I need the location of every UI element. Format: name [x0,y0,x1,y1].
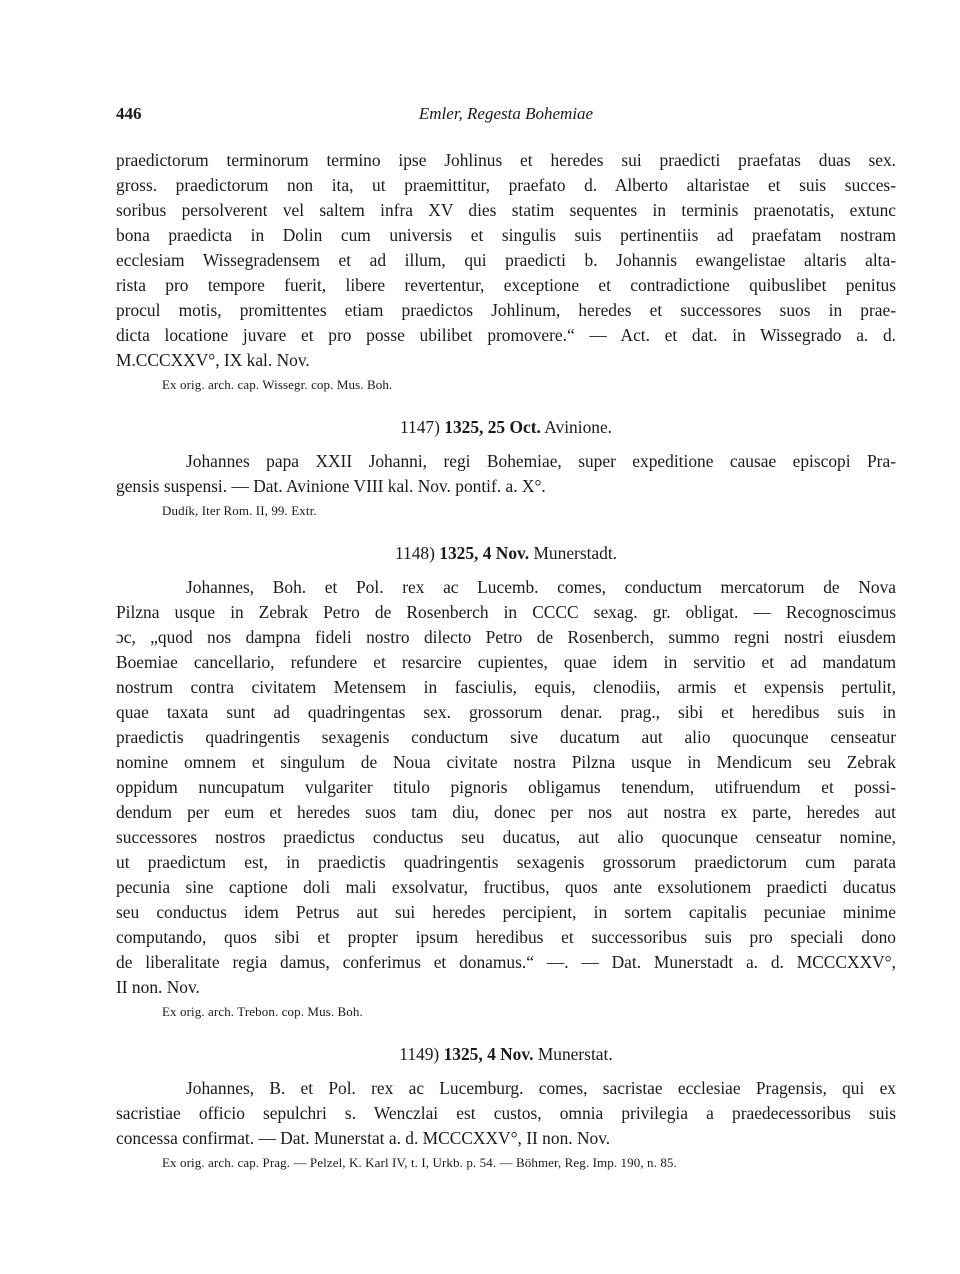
source-note: Ex orig. arch. Trebon. cop. Mus. Boh. [162,1004,363,1019]
text-line: Johannes papa XXII Johanni, regi Bohemiae, super expeditione causae episcopi Pra- [186,451,896,471]
entry-place: Avinione. [544,417,613,437]
entry-date: 1325, 4 Nov. [439,543,530,563]
continuation-paragraph [116,148,896,373]
source-note: Dudík, Iter Rom. II, 99. Extr. [162,503,317,518]
text-line: dicta locatione juvare et pro posse ubilibet promovere.“ — Act. et dat. in Wissegrado a. d. [116,325,896,345]
entry-number: 1148) [394,543,435,563]
text-line: ut praedictum est, in praedictis quadringentis sexagenis grossorum praedictorum cum parata [116,852,896,872]
page-body [116,148,896,1173]
page-number: 446 [116,104,142,123]
text-line: bona praedicta in Dolin cum universis et singulis suis pertinentiis ad praefatam nostram [116,225,896,245]
text-line: gross. praedictorum non ita, ut praemittitur, praefato d. Alberto altaristae et suis succes- [116,175,896,195]
text-line: soribus persolverent vel saltem infra XV dies statim sequentes in terminis praenotatis, extunc [116,200,896,220]
text-line: dendum per eum et heredes suos tam diu, donec per nos aut nostra ex parte, heredes aut [116,802,896,822]
text-line: praedictorum terminorum termino ipse Johlinus et heredes sui praedicti praefatas duas sex. [116,150,896,170]
entry-paragraph [116,575,896,1000]
entry-place: Munerstadt. [533,543,618,563]
text-line: nostrum contra civitatem Metensem in fasciulis, equis, clenodiis, armis et expensis pertulit, [116,677,896,697]
text-line: nomine omnem et singulum de Noua civitate nostra Pilzna usque in Mendicum seu Zebrak [116,752,896,772]
source-note: Ex orig. arch. cap. Wissegr. cop. Mus. Boh. [162,377,393,392]
text-line: Boemiae cancellario, refundere et resarcire cupientes, quae idem in servitio et ad mandatum [116,652,896,672]
text-line: ɔc, „quod nos dampna fideli nostro dilecto Petro de Rosenberch, summo regni nostri eiusdem [116,627,896,647]
text-line: oppidum nuncupatum vulgariter titulo pignoris obligamus tenendum, utifruendum et possi- [116,777,896,797]
text-line: de liberalitate regia damus, conferimus et donamus.“ —. — Dat. Munerstadt a. d. MCCCXXV°, [116,952,896,972]
running-title: Emler, Regesta Bohemiae [418,104,594,123]
text-line: seu conductus idem Petrus aut sui heredes percipient, in sortem capitalis pecuniae minime [116,902,896,922]
source-note: Ex orig. arch. cap. Prag. — Pelzel, K. Karl IV, t. I, Urkb. p. 54. — Böhmer, Reg. Imp. 190, n. 85. [162,1155,677,1170]
entry-heading [116,415,896,439]
text-line: II non. Nov. [116,977,200,997]
entry-paragraph [116,1076,896,1151]
text-line: pecunia sine captione doli mali exsolvatur, fructibus, quos ante exsolutionem praedicti ducatus [116,877,896,897]
text-line: Johannes, B. et Pol. rex ac Lucemburg. comes, sacristae ecclesiae Pragensis, qui ex [186,1078,896,1098]
text-line: quae taxata sunt ad quadringentas sex. grossorum denar. prag., sibi et heredibus suis in [116,702,896,722]
text-line: sacristiae officio sepulchri s. Wenczlai est custos, omnia privilegia a praedecessoribus suis [116,1103,896,1123]
text-line: Johannes, Boh. et Pol. rex ac Lucemb. comes, conductum mercatorum de Nova [186,577,896,597]
entry-heading [116,541,896,565]
entry-date: 1325, 25 Oct. [444,417,541,437]
entry-place: Munerstat. [537,1044,613,1064]
entry-heading [116,1042,896,1066]
text-line: successores nostros praedictus conductus seu ducatus, aut alio quocunque censeatur nomine, [116,827,896,847]
entry-number: 1147) [399,417,440,437]
entry-number: 1149) [399,1044,440,1064]
entry-paragraph [116,449,896,499]
text-line: gensis suspensi. — Dat. Avinione VIII kal. Nov. pontif. a. X°. [116,476,546,496]
text-line: M.CCCXXV°, IX kal. Nov. [116,350,310,370]
entry-date: 1325, 4 Nov. [443,1044,534,1064]
text-line: rista pro tempore fuerit, libere revertentur, exceptione et contradictione quibuslibet penitus [116,275,896,295]
text-line: procul motis, promittentes etiam praedictos Johlinum, heredes et successores suos in prae- [116,300,896,320]
text-line: Pilzna usque in Zebrak Petro de Rosenberch in CCCC sexag. gr. obligat. — Recognoscimus [116,602,896,622]
text-line: concessa confirmat. — Dat. Munerstat a. d. MCCCXXV°, II non. Nov. [116,1128,611,1148]
text-line: computando, quos sibi et propter ipsum heredibus et successoribus suis pro speciali dono [116,927,896,947]
text-line: praedictis quadringentis sexagenis conductum sive ducatum aut alio quocunque censeatur [116,727,896,747]
text-line: ecclesiam Wissegradensem et ad illum, qui praedicti b. Johannis ewangelistae altaris alta- [116,250,896,270]
page-header [116,104,896,132]
